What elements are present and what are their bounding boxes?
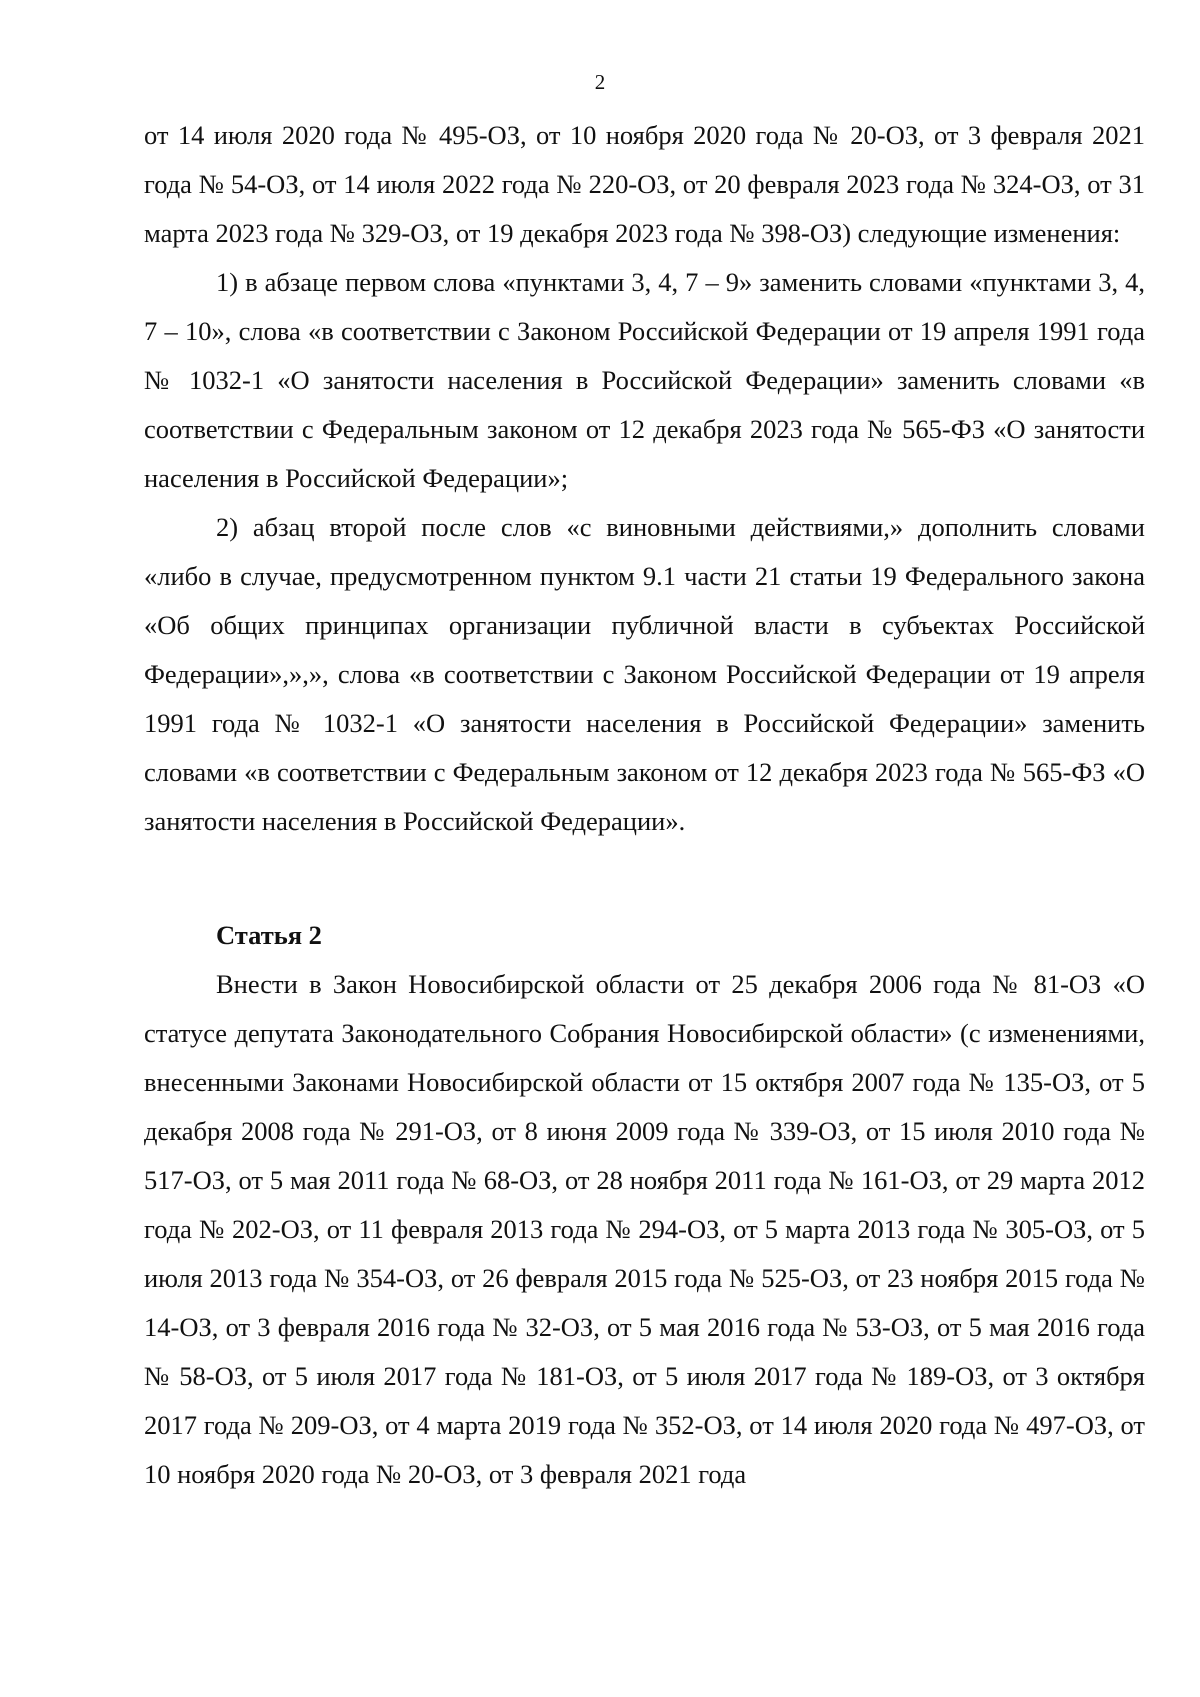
page-number: 2 bbox=[594, 70, 606, 94]
paragraph-item-1: 1) в абзаце первом слова «пунктами 3, 4, 7 – 9» заменить словами «пунктами 3, 4, 7 – 10», слова «в соответствии с Законом Российской Федерации от 19 апреля 1991 года № 1032-1 «О занятости населения в Российской Федерации» заменить словами «в соответствии с Федеральным законом от 12 декабря 2023 года № 565-ФЗ «О занятости населения в Российской Федерации»; bbox=[144, 267, 1145, 493]
paragraph-item-2: 2) абзац второй после слов «с виновными действиями,» дополнить словами «либо в случае, предусмотренном пунктом 9.1 части 21 статьи 19 Федерального закона «Об общих принципах организации публичной власти в субъектах Российской Федерации»,»,», слова «в соответствии с Законом Российской Федерации от 19 апреля 1991 года № 1032-1 «О занятости населения в Российской Федерации» заменить словами «в соответствии с Федеральным законом от 12 декабря 2023 года № 565-ФЗ «О занятости населения в Российской Федерации». bbox=[144, 512, 1145, 836]
article-paragraph: Внести в Закон Новосибирской области от 25 декабря 2006 года № 81-ОЗ «О статусе депутата Законодательного Собрания Новосибирской области» (с изменениями, внесенными Законами Новосибирской области от 15 октября 2007 года № 135-ОЗ, от 5 декабря 2008 года № 291-ОЗ, от 8 июня 2009 года № 339-ОЗ, от 15 июля 2010 года № 517-ОЗ, от 5 мая 2011 года № 68-ОЗ, от 28 ноября 2011 года № 161-ОЗ, от 29 марта 2012 года № 202-ОЗ, от 11 февраля 2013 года № 294-ОЗ, от 5 марта 2013 года № 305-ОЗ, от 5 июля 2013 года № 354-ОЗ, от 26 февраля 2015 года № 525-ОЗ, от 23 ноября 2015 года № 14-ОЗ, от 3 февраля 2016 года № 32-ОЗ, от 5 мая 2016 года № 53-ОЗ, от 5 мая 2016 года № 58-ОЗ, от 5 июля 2017 года № 181-ОЗ, от 5 июля 2017 года № 189-ОЗ, от 3 октября 2017 года № 209-ОЗ, от 4 марта 2019 года № 352-ОЗ, от 14 июля 2020 года № 497-ОЗ, от 10 ноября 2020 года № 20-ОЗ, от 3 февраля 2021 года bbox=[144, 969, 1145, 1489]
paragraph-continuation: от 14 июля 2020 года № 495-ОЗ, от 10 ноября 2020 года № 20-ОЗ, от 3 февраля 2021 года № 54-ОЗ, от 14 июля 2022 года № 220-ОЗ, от 20 февраля 2023 года № 324-ОЗ, от 31 марта 2023 года № 329-ОЗ, от 19 декабря 2023 года № 398-ОЗ) следующие изменения: bbox=[144, 120, 1145, 248]
article-heading: Статья 2 bbox=[216, 920, 322, 950]
document-body bbox=[144, 111, 1145, 1499]
